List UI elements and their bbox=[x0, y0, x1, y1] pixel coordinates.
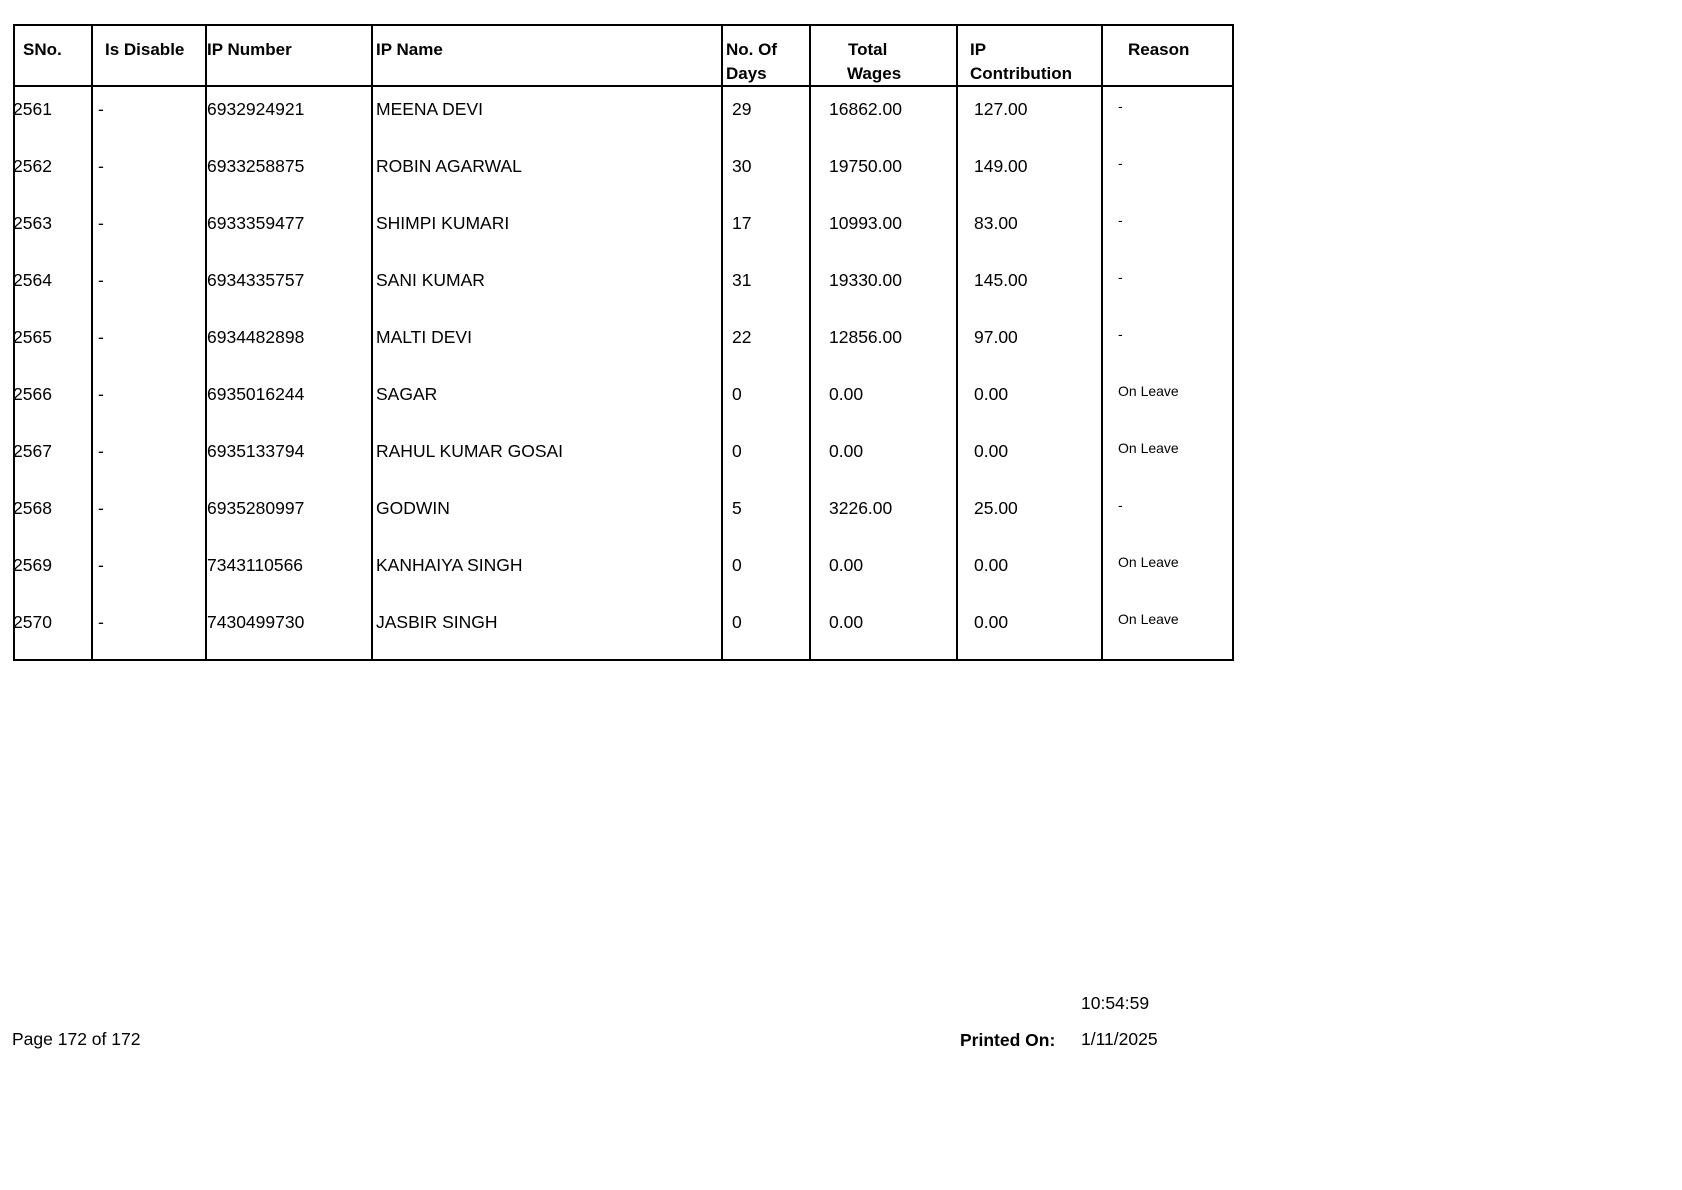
header-ip-number: IP Number bbox=[207, 40, 292, 59]
cell-days: 0 bbox=[732, 555, 742, 575]
cell-ip-number: 6935133794 bbox=[207, 441, 305, 461]
cell-ip-number: 6933359477 bbox=[207, 213, 305, 233]
cell-ip-name: SHIMPI KUMARI bbox=[376, 213, 510, 233]
header-is-disable: Is Disable bbox=[105, 40, 185, 59]
cell-is-disable: - bbox=[98, 270, 104, 290]
cell-ip-contribution: 0.00 bbox=[974, 555, 1009, 575]
cell-reason: - bbox=[1118, 212, 1123, 228]
cell-reason: On Leave bbox=[1118, 611, 1179, 627]
cell-total-wages: 19750.00 bbox=[829, 156, 902, 176]
cell-ip-number: 6934335757 bbox=[207, 270, 305, 290]
header-ip-contribution bbox=[970, 38, 1072, 86]
cell-is-disable: - bbox=[98, 213, 104, 233]
cell-ip-name: RAHUL KUMAR GOSAI bbox=[376, 441, 564, 461]
cell-is-disable: - bbox=[98, 555, 104, 575]
cell-ip-number: 7430499730 bbox=[207, 612, 305, 632]
cell-ip-number: 6933258875 bbox=[207, 156, 305, 176]
cell-ip-number: 7343110566 bbox=[207, 555, 304, 575]
cell-days: 0 bbox=[732, 612, 742, 632]
cell-total-wages: 0.00 bbox=[829, 441, 864, 461]
cell-ip-name: SAGAR bbox=[376, 384, 438, 404]
column-divider bbox=[809, 26, 811, 659]
cell-is-disable: - bbox=[98, 327, 104, 347]
cell-is-disable: - bbox=[98, 441, 104, 461]
cell-ip-name: KANHAIYA SINGH bbox=[376, 555, 523, 575]
cell-is-disable: - bbox=[98, 384, 104, 404]
cell-total-wages: 19330.00 bbox=[829, 270, 902, 290]
cell-days: 31 bbox=[732, 270, 752, 290]
cell-ip-name: JASBIR SINGH bbox=[376, 612, 498, 632]
cell-days: 5 bbox=[732, 498, 742, 518]
cell-ip-contribution: 0.00 bbox=[974, 441, 1009, 461]
cell-total-wages: 16862.00 bbox=[829, 99, 902, 119]
cell-ip-contribution: 0.00 bbox=[974, 612, 1009, 632]
header-total-wages-line2: Wages bbox=[847, 64, 902, 83]
cell-total-wages: 10993.00 bbox=[829, 213, 902, 233]
cell-reason: On Leave bbox=[1118, 440, 1179, 456]
cell-days: 0 bbox=[732, 441, 742, 461]
cell-days: 22 bbox=[732, 327, 752, 347]
cell-days: 29 bbox=[732, 99, 752, 119]
cell-sno: 2567 bbox=[13, 441, 52, 461]
header-sno: SNo. bbox=[23, 40, 62, 59]
cell-is-disable: - bbox=[98, 99, 104, 119]
cell-ip-name: MALTI DEVI bbox=[376, 327, 472, 347]
cell-total-wages: 0.00 bbox=[829, 612, 864, 632]
header-no-of-days-line1: No. Of bbox=[726, 40, 777, 59]
cell-sno: 2565 bbox=[13, 327, 52, 347]
cell-total-wages: 0.00 bbox=[829, 384, 864, 404]
cell-is-disable: - bbox=[98, 156, 104, 176]
cell-sno: 2563 bbox=[13, 213, 52, 233]
cell-reason: On Leave bbox=[1118, 383, 1179, 399]
cell-ip-name: ROBIN AGARWAL bbox=[376, 156, 522, 176]
cell-ip-contribution: 145.00 bbox=[974, 270, 1028, 290]
cell-ip-contribution: 25.00 bbox=[974, 498, 1018, 518]
cell-total-wages: 3226.00 bbox=[829, 498, 893, 518]
report-table bbox=[13, 24, 1234, 661]
cell-total-wages: 12856.00 bbox=[829, 327, 902, 347]
cell-total-wages: 0.00 bbox=[829, 555, 864, 575]
cell-ip-number: 6935016244 bbox=[207, 384, 305, 404]
cell-ip-contribution: 83.00 bbox=[974, 213, 1018, 233]
header-ip-contribution-line1: IP bbox=[970, 40, 987, 59]
cell-reason: - bbox=[1118, 155, 1123, 171]
column-divider bbox=[91, 26, 93, 659]
cell-ip-name: MEENA DEVI bbox=[376, 99, 483, 119]
cell-ip-number: 6935280997 bbox=[207, 498, 305, 518]
cell-reason: - bbox=[1118, 326, 1123, 342]
cell-ip-number: 6932924921 bbox=[207, 99, 305, 119]
cell-reason: - bbox=[1118, 269, 1123, 285]
cell-sno: 2570 bbox=[13, 612, 52, 632]
cell-days: 30 bbox=[732, 156, 752, 176]
header-ip-contribution-line2: Contribution bbox=[970, 64, 1072, 83]
printed-time: 10:54:59 bbox=[1081, 993, 1150, 1013]
header-reason: Reason bbox=[1128, 40, 1190, 59]
cell-ip-contribution: 127.00 bbox=[974, 99, 1028, 119]
printed-on-label: Printed On: bbox=[960, 1030, 1056, 1050]
column-divider bbox=[721, 26, 723, 659]
cell-days: 0 bbox=[732, 384, 742, 404]
column-divider bbox=[956, 26, 958, 659]
header-no-of-days-line2: Days bbox=[726, 64, 767, 83]
header-ip-name: IP Name bbox=[376, 40, 443, 59]
cell-sno: 2561 bbox=[13, 99, 52, 119]
page-number: Page 172 of 172 bbox=[12, 1029, 141, 1049]
cell-reason: - bbox=[1118, 497, 1123, 513]
column-divider bbox=[1101, 26, 1103, 659]
cell-sno: 2566 bbox=[13, 384, 52, 404]
header-total-wages-line1: Total bbox=[848, 40, 888, 59]
cell-sno: 2569 bbox=[13, 555, 52, 575]
printed-date: 1/11/2025 bbox=[1081, 1029, 1158, 1049]
cell-reason: - bbox=[1118, 98, 1123, 114]
cell-sno: 2564 bbox=[13, 270, 52, 290]
column-divider bbox=[371, 26, 373, 659]
header-total-wages bbox=[847, 38, 901, 86]
cell-ip-contribution: 149.00 bbox=[974, 156, 1028, 176]
cell-ip-number: 6934482898 bbox=[207, 327, 305, 347]
cell-is-disable: - bbox=[98, 498, 104, 518]
cell-days: 17 bbox=[732, 213, 752, 233]
cell-ip-name: GODWIN bbox=[376, 498, 450, 518]
cell-is-disable: - bbox=[98, 612, 104, 632]
cell-ip-name: SANI KUMAR bbox=[376, 270, 485, 290]
cell-sno: 2568 bbox=[13, 498, 52, 518]
cell-reason: On Leave bbox=[1118, 554, 1179, 570]
cell-sno: 2562 bbox=[13, 156, 52, 176]
header-no-of-days bbox=[726, 38, 777, 86]
cell-ip-contribution: 0.00 bbox=[974, 384, 1009, 404]
cell-ip-contribution: 97.00 bbox=[974, 327, 1018, 347]
